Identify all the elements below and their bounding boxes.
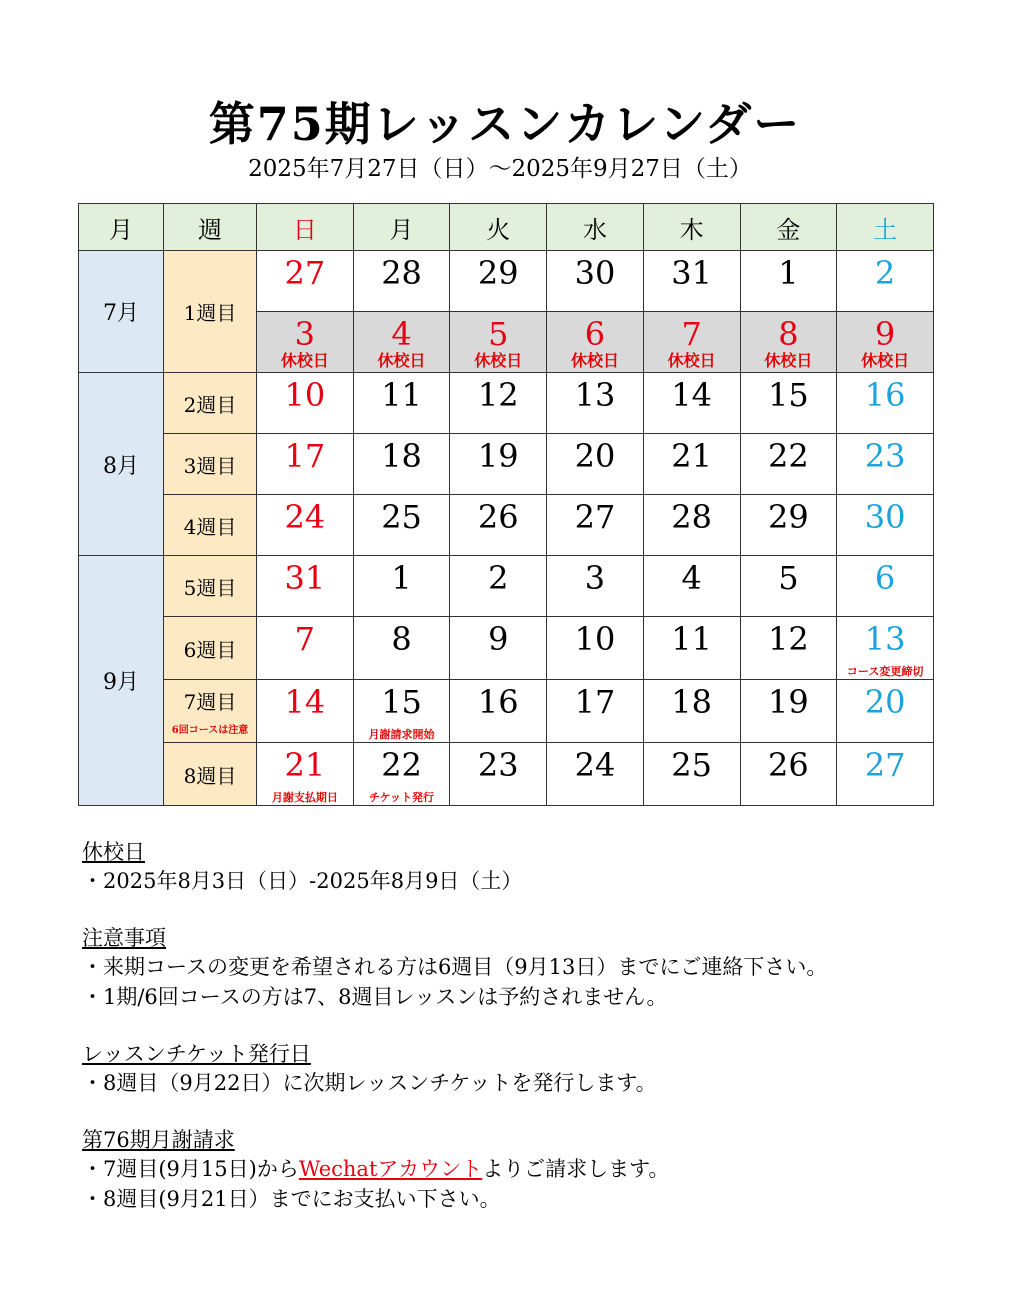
day-number: 13 xyxy=(864,620,906,658)
day-number: 24 xyxy=(574,746,616,784)
week-cell xyxy=(164,495,257,556)
calendar-row xyxy=(79,617,934,680)
day-number: 22 xyxy=(381,746,422,784)
day-cell-thu xyxy=(643,312,740,373)
day-cell-fri xyxy=(740,434,837,495)
week-label: 4週目 xyxy=(183,514,237,539)
day-cell-sun xyxy=(257,680,354,743)
day-cell-sat xyxy=(837,743,934,806)
note-line: ・8週目(9月21日）までにお支払い下さい。 xyxy=(82,1187,501,1211)
day-number: 29 xyxy=(768,498,809,536)
day-number: 7 xyxy=(681,315,702,353)
day-cell-tue xyxy=(450,434,547,495)
calendar-row xyxy=(79,556,934,617)
note-line: ・8週目（9月22日）に次期レッスンチケットを発行します。 xyxy=(82,1071,657,1095)
day-cell-mon xyxy=(353,434,450,495)
day-cell-sun xyxy=(257,743,354,806)
day-cell-wed xyxy=(547,373,644,434)
holiday-label: 休校日 xyxy=(474,351,523,370)
day-cell-thu xyxy=(643,434,740,495)
section-billing xyxy=(82,1126,982,1214)
day-number: 3 xyxy=(584,559,606,597)
day-cell-fri xyxy=(740,743,837,806)
day-number: 26 xyxy=(477,498,519,536)
day-cell-sat xyxy=(837,556,934,617)
month-cell: 7月 xyxy=(79,251,164,373)
note-line: ・1期/6回コースの方は7、8週目レッスンは予約されません。 xyxy=(82,985,668,1009)
day-cell-sat xyxy=(837,434,934,495)
day-number: 30 xyxy=(574,254,616,292)
header-week: 週 xyxy=(164,204,257,251)
date-range: 2025年7月27日（日）～2025年9月27日（土） xyxy=(248,156,752,182)
day-cell-thu xyxy=(643,680,740,743)
day-cell-thu xyxy=(643,617,740,680)
week-label: 5週目 xyxy=(183,575,237,600)
month-cell: 8月 xyxy=(79,373,164,556)
day-number: 28 xyxy=(671,498,713,536)
day-cell-fri xyxy=(740,617,837,680)
day-cell-tue xyxy=(450,312,547,373)
day-cell-wed xyxy=(547,617,644,680)
day-cell-mon xyxy=(353,495,450,556)
day-cell-thu xyxy=(643,743,740,806)
day-number: 25 xyxy=(381,498,422,536)
header-wednesday: 水 xyxy=(547,204,644,251)
day-number: 13 xyxy=(574,376,616,414)
week-cell xyxy=(164,743,257,806)
week-cell xyxy=(164,617,257,680)
day-cell-tue xyxy=(450,680,547,743)
week-label: 8週目 xyxy=(183,763,237,788)
day-cell-thu xyxy=(643,251,740,312)
day-number: 16 xyxy=(864,376,906,414)
day-number: 5 xyxy=(778,559,799,597)
calendar-row xyxy=(79,680,934,743)
day-number: 27 xyxy=(864,746,906,784)
day-number: 20 xyxy=(574,437,616,475)
month-cell: 9月 xyxy=(79,556,164,806)
day-number: 8 xyxy=(778,315,799,353)
day-cell-wed xyxy=(547,680,644,743)
day-cell-wed xyxy=(547,251,644,312)
calendar-row xyxy=(79,251,934,312)
day-cell-tue xyxy=(450,495,547,556)
week-label: 7週目 xyxy=(183,690,237,714)
day-number: 21 xyxy=(284,746,326,784)
section-ticket xyxy=(82,1040,982,1098)
day-number: 25 xyxy=(671,746,713,784)
day-number: 24 xyxy=(284,498,326,536)
day-cell-tue xyxy=(450,743,547,806)
day-cell-sun xyxy=(257,495,354,556)
lesson-calendar xyxy=(78,203,934,806)
day-number: 16 xyxy=(477,683,519,721)
day-cell-tue xyxy=(450,373,547,434)
day-cell-sun xyxy=(257,434,354,495)
week-cell xyxy=(164,680,257,743)
day-number: 10 xyxy=(284,376,326,414)
header-friday: 金 xyxy=(740,204,837,251)
day-cell-fri xyxy=(740,495,837,556)
day-number: 9 xyxy=(488,620,509,658)
day-cell-wed xyxy=(547,743,644,806)
day-cell-mon xyxy=(353,251,450,312)
day-note: コース変更締切 xyxy=(846,665,924,678)
day-cell-sat xyxy=(837,617,934,680)
section-holiday xyxy=(82,838,982,896)
holiday-label: 休校日 xyxy=(667,351,716,370)
day-cell-sat xyxy=(837,495,934,556)
day-number: 11 xyxy=(671,620,713,658)
day-cell-thu xyxy=(643,373,740,434)
holiday-label: 休校日 xyxy=(280,351,329,370)
day-number: 15 xyxy=(381,683,422,721)
day-cell-wed xyxy=(547,434,644,495)
header-sunday: 日 xyxy=(257,204,354,251)
week-cell xyxy=(164,373,257,434)
day-number: 21 xyxy=(671,437,713,475)
calendar-row xyxy=(79,743,934,806)
day-cell-mon xyxy=(353,312,450,373)
day-note: 月謝支払期日 xyxy=(271,791,338,804)
header-month: 月 xyxy=(79,204,164,251)
day-number: 1 xyxy=(778,254,799,292)
day-cell-mon xyxy=(353,617,450,680)
day-number: 5 xyxy=(488,315,509,353)
day-number: 4 xyxy=(681,559,702,597)
day-cell-fri xyxy=(740,680,837,743)
day-number: 3 xyxy=(294,315,316,353)
section-title: レッスンチケット発行日 xyxy=(82,1042,311,1066)
day-cell-fri xyxy=(740,251,837,312)
header-monday: 月 xyxy=(353,204,450,251)
calendar-row xyxy=(79,373,934,434)
day-cell-sat xyxy=(837,373,934,434)
day-number: 17 xyxy=(284,437,326,475)
day-number: 2 xyxy=(874,254,896,292)
day-cell-mon xyxy=(353,373,450,434)
day-cell-wed xyxy=(547,312,644,373)
day-number: 19 xyxy=(477,437,519,475)
day-cell-thu xyxy=(643,556,740,617)
week-label: 3週目 xyxy=(183,453,237,478)
day-number: 20 xyxy=(864,683,906,721)
day-cell-sun xyxy=(257,251,354,312)
day-number: 10 xyxy=(574,620,616,658)
day-number: 30 xyxy=(864,498,906,536)
day-cell-tue xyxy=(450,617,547,680)
day-number: 18 xyxy=(671,683,713,721)
day-cell-mon xyxy=(353,680,450,743)
week-cell xyxy=(164,556,257,617)
note-line: ・来期コースの変更を希望される方は6週目（9月13日）までにご連絡下さい。 xyxy=(82,955,828,979)
day-cell-sat xyxy=(837,251,934,312)
holiday-label: 休校日 xyxy=(764,351,813,370)
note-line xyxy=(82,1154,982,1184)
day-number: 29 xyxy=(477,254,519,292)
section-title: 第76期月謝請求 xyxy=(82,1128,235,1152)
holiday-label: 休校日 xyxy=(861,351,910,370)
day-number: 12 xyxy=(477,376,519,414)
section-title: 休校日 xyxy=(82,840,145,864)
week-label: 6週目 xyxy=(183,637,237,662)
section-notice xyxy=(82,924,982,1012)
day-number: 23 xyxy=(864,437,906,475)
day-note: チケット発行 xyxy=(369,791,435,804)
day-number: 23 xyxy=(477,746,519,784)
header-saturday: 土 xyxy=(837,204,934,251)
section-title: 注意事項 xyxy=(82,926,166,950)
wechat-account-link[interactable]: Wechatアカウント xyxy=(298,1157,483,1181)
day-cell-sun xyxy=(257,373,354,434)
header-thursday: 木 xyxy=(643,204,740,251)
header-tuesday: 火 xyxy=(450,204,547,251)
day-cell-tue xyxy=(450,556,547,617)
week-label: 2週目 xyxy=(183,392,237,417)
day-number: 11 xyxy=(381,376,422,414)
day-number: 7 xyxy=(294,620,316,658)
day-number: 27 xyxy=(574,498,616,536)
day-number: 14 xyxy=(284,683,326,721)
day-cell-sun xyxy=(257,617,354,680)
note-text: ・7週目(9月15日)から xyxy=(82,1157,299,1181)
day-cell-sun xyxy=(257,556,354,617)
day-cell-mon xyxy=(353,556,450,617)
day-cell-sat xyxy=(837,680,934,743)
day-number: 28 xyxy=(381,254,422,292)
holiday-label: 休校日 xyxy=(570,351,619,370)
day-cell-fri xyxy=(740,312,837,373)
page-title: 第75期レッスンカレンダー xyxy=(208,97,802,151)
day-number: 2 xyxy=(488,559,509,597)
day-number: 9 xyxy=(874,315,896,353)
day-number: 27 xyxy=(284,254,326,292)
holiday-label: 休校日 xyxy=(377,351,426,370)
week-label: 1週目 xyxy=(183,301,237,325)
day-number: 22 xyxy=(768,437,809,475)
calendar-row xyxy=(79,434,934,495)
day-number: 12 xyxy=(768,620,809,658)
week-cell xyxy=(164,251,257,373)
day-number: 15 xyxy=(768,376,809,414)
day-number: 6 xyxy=(584,315,606,353)
day-number: 4 xyxy=(391,315,412,353)
day-cell-wed xyxy=(547,556,644,617)
week-cell xyxy=(164,434,257,495)
note-line: ・2025年8月3日（日）-2025年8月9日（土） xyxy=(82,869,523,893)
calendar-row xyxy=(79,495,934,556)
day-cell-tue xyxy=(450,251,547,312)
day-number: 14 xyxy=(671,376,713,414)
day-number: 26 xyxy=(768,746,809,784)
day-cell-fri xyxy=(740,373,837,434)
day-cell-fri xyxy=(740,556,837,617)
day-cell-wed xyxy=(547,495,644,556)
notes-area xyxy=(82,838,982,1242)
day-cell-thu xyxy=(643,495,740,556)
day-number: 31 xyxy=(671,254,713,292)
note-text: よりご請求します。 xyxy=(482,1157,670,1181)
day-number: 31 xyxy=(284,559,326,597)
day-cell-mon xyxy=(353,743,450,806)
calendar-header-row xyxy=(79,204,934,251)
day-cell-sun xyxy=(257,312,354,373)
day-number: 8 xyxy=(391,620,412,658)
day-note: 月謝請求開始 xyxy=(368,728,435,741)
day-number: 18 xyxy=(381,437,422,475)
day-cell-sat xyxy=(837,312,934,373)
day-number: 19 xyxy=(768,683,809,721)
day-number: 17 xyxy=(574,683,616,721)
day-number: 6 xyxy=(874,559,896,597)
week-note: 6回コースは注意 xyxy=(171,725,249,736)
day-number: 1 xyxy=(391,559,412,597)
